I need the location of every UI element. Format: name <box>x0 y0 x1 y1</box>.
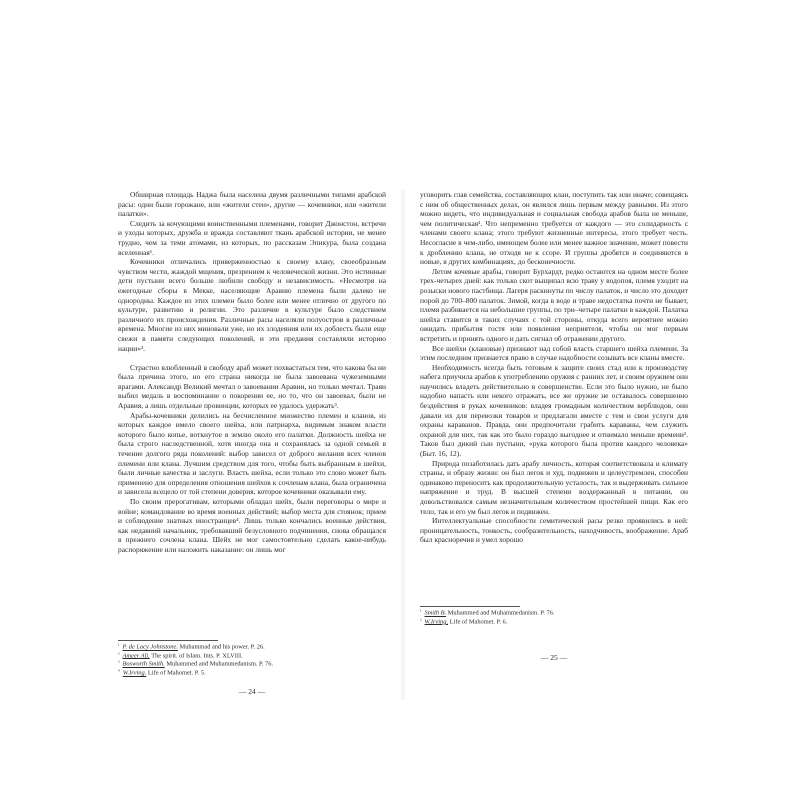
footnote <box>118 669 386 678</box>
paragraph: Все шейхи (клановые) признают над собой власть старшего шейха племени. За этим последним признается право в случае надобности созывать все кланы вместе. <box>420 343 688 363</box>
footnote-text: Life of Mahomet. P. 5. <box>146 669 206 677</box>
footnote-author: W.Irving. <box>122 669 147 677</box>
footnote-rule <box>420 606 555 626</box>
left-page-body <box>118 190 386 555</box>
footnote-number: ¹ <box>420 610 422 615</box>
footnote-author: Ameer Ali. <box>122 652 150 660</box>
paragraph: Страстно влюбленный в свободу араб может похвастаться тем, что какова бы ни была причина этого, но его страна никогда не была завоевана чужеземными врагами. Александр Великий мечтал о завоевании Аравии, но только мечтал. Траян выбил медаль в воспоминание о покорении ее, но то, что он завоевал, были не Аравия, а лишь отдельные провинции, которых ее удалось удержать³. <box>118 362 386 411</box>
footnote-text: Muhammad and his power. P. 26. <box>177 643 265 651</box>
footnote-number: ² <box>420 618 422 624</box>
paragraph: Арабы-кочевники делились на бесчисленное множество племен и кланов, из которых каждое имело своего шейха, или патриарха, видимым знаком власти которого было копье, воткнутое в землю около его палатки. Должность шейха не была строго наследственной, хотя иногда она и сохранялась за одной семьей в течение долгого ряда поколений: выбор зависел от доброго желания всех членов племени или клана. Лучшим средством для того, чтобы быть выбранным в шейхи, были личные качества и заслуги. Власть шейха, если только это слово может быть применено для определения отношения шейхов к сочленам клана, была ограничена и зависела всецело от той степени доверия, которое кочевники оказывали ему. <box>118 410 386 497</box>
page-number: — 25 — <box>540 653 568 662</box>
paragraph: Следить за кочующими воинственными племенами, говорит Джонстон, встречи и уходы которых, дружба и вражда составляют ткань арабской истории, не менее трудно, чем за теми атомами, из которых, по рассказам Эпикура, была создана вселенная¹. <box>118 218 386 257</box>
footnote-text: Muhammed and Muhammedanism. P. 76. <box>164 660 274 668</box>
footnote-author: W.Irving. <box>424 618 449 626</box>
paragraph: Кочевники отличались приверженностью к своему клану, своеобразным чувством чести, жаждой мщения, презрением к человеческой жизни. Это истинные дети пустыни всего больше любили свободу и независимость. «Несмотря на ежегодные сборы в Мекке, населяющие Аравию племена были далеко не однородны. Каждое из этих племен было более или менее отлично от другого по культуре, развитию и религии. Это различие в культуре было следствием различного их происхождения. Различные расы населяли полуостров в различные времена. Многие из них миновали уже, но их злодеяния или их доблесть были еще свежи в памяти следующих поколений, и эти предания составляли историю нации»². <box>118 257 386 353</box>
right-page <box>420 190 688 700</box>
page-number: — 24 — <box>238 687 266 696</box>
book-gutter <box>400 190 406 700</box>
footnote-author: Smith B. <box>424 609 447 617</box>
footnote-number: ³ <box>118 661 120 667</box>
paragraph: Летом кочевые арабы, говорит Бурхардт, редко остаются на одном месте более трех-четырех дней: как только скот выщипал всю траву у водопоя, племя уходит на розыски нового пастбища. Лагеря раскинуты по числу палаток, и число это доходит порой до 700–800 палаток. Зимой, когда в воде и траве недостатка почти не бывает, племя разбивается на небольшие группы, по три–четыре палатки в каждой. Палатка шейха ставится в таких случаях с той стороны, откуда всего вероятнее можно ожидать прибытия гостя или появления неприятеля, чтобы он мог первым встретить и принять одного и дать сигнал об отражении другого. <box>420 266 688 343</box>
footnote-rule <box>118 640 274 678</box>
footnote-text: Muhammed and Muhammedanism. P. 76. <box>446 609 555 617</box>
footnote <box>118 660 386 669</box>
footnotes <box>118 643 386 678</box>
right-page-body <box>420 190 688 545</box>
footnote-text: The spirit. of Islam. Ints. P. XLVIII. <box>149 652 243 660</box>
footnote-number: ⁴ <box>118 670 120 676</box>
footnote <box>420 609 688 618</box>
paragraph: По своим прерогативам, которыми обладал шейх, были переговоры о мире и войне; командование во время военных действий; выбор места для стоянок; прием и соблюдение знатных иностранцев⁴. Лишь только кончались военные действия, как недавний начальник, требовавший безусловного подчинения, снова обращался в прежнего сочлена клана. Шейх не мог самостоятельно сделать какое-нибудь распоряжение или наложить наказание: он лишь мог <box>118 497 386 554</box>
paragraph: уговорить глав семейства, составляющих клан, поступить так или иначе; совещаясь с ним об общественных делах, он являлся лишь первым между равными. Из этого можно видеть, что индивидуальная и социальная свобода арабов была не меньше, чем политическая¹. Что непременно требуется от каждого — это солидарность с членами своего клана; этого требуют жизненные интересы, этого требует честь. Несогласие в чем-либо, имеющем более или менее важное значение, может повести к дроблению клана, не отходя не к ссоре. И группы дробятся и соединяются в новые, в других комбинациях, до бесконечности. <box>420 190 688 267</box>
footnote <box>420 618 688 627</box>
footnote <box>118 652 386 661</box>
footnote-author: Bosworth Smith. <box>122 660 165 668</box>
footnote-number: ¹ <box>118 644 120 649</box>
paragraph: Обширная площадь Наджа была населена двумя различными типами арабской расы: одни были горожане, или «жители стен», другие — кочевники, или «жители палатки». <box>118 190 386 219</box>
footnote-number: ² <box>118 652 120 658</box>
paragraph: Необходимость всегда быть готовым к защите своих стад или к производству набега приучила арабов к употреблению оружия с ранних лет, и своим оружием они научились владеть действительно в совершенстве. Если это было нужно, не было надобно напасть или некого отражать, все же оружие не оставалось совершенно бездействия в руках кочевников: владея громадным количеством верблюдов, они давали их для перевозки товаров и предлагали вместе с тем и свои услуги для охраны караванов. Правда, они предпочитали грабить караваны, чем служить охраной для них, так как это было гораздо выгоднее и отнимало меньше времени². Таков был дикий сын пустыни, «рука которого была против каждого человека» (Быт. 16, 12). <box>420 362 688 459</box>
left-page <box>118 190 386 700</box>
book-spread <box>118 190 688 700</box>
paragraph: Природа позаботилась дать арабу личность, которая соответствовала и климату страны, и образу жизни: он был легок и худ, подвижен и целеустремлен, способен одинаково переносить как продолжительную усталость, так и выдерживать сильное напряжение и труд. В высшей степени воздержанный в питании, он довольствовался самым незначительным количеством простейшей пищи. Как его тело, так и его ум был легок и подвижен. <box>420 458 688 516</box>
footnote-author: P. de Lacy Johnstone. <box>122 643 178 651</box>
footnote-text: Life of Mahomet. P. 6. <box>448 618 508 626</box>
footnote <box>118 643 386 652</box>
paragraph: Интеллектуальные способности семитической расы резко проявились в ней: проницательность, тонкость, сообразительность, находчивость, воображение. Араб был красноречив и умел хорошо <box>420 516 688 545</box>
footnotes <box>420 609 688 626</box>
